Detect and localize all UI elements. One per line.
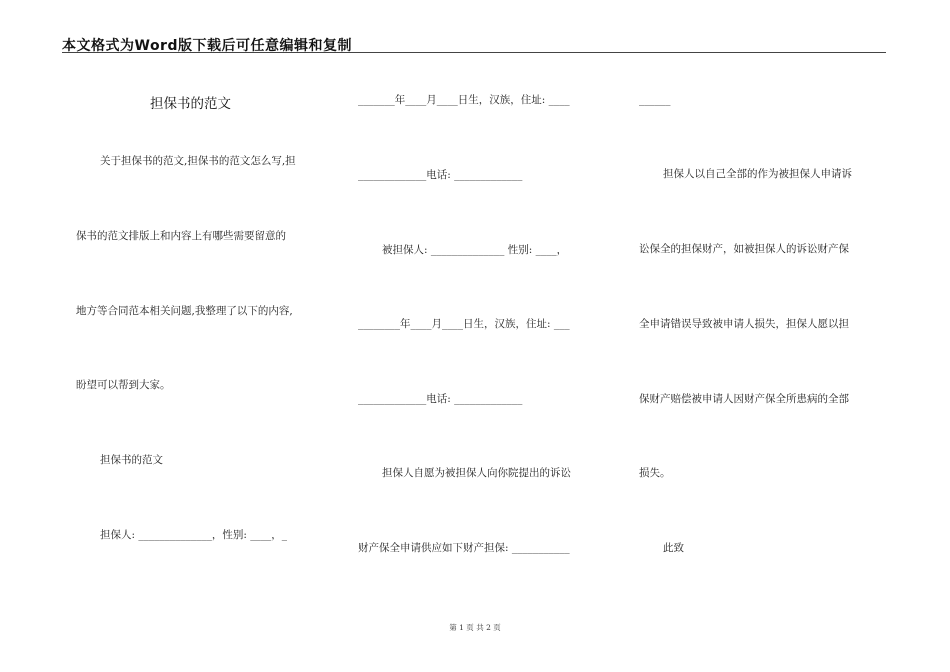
col2-line-3: 被担保人: ______________ 性别: ____， [382, 244, 568, 256]
col1-section-heading: 担保书的范文 [100, 454, 163, 466]
col1-line-guarantor: 担保人: ______________，性别: ____，_ [100, 529, 288, 541]
document-title: 担保书的范文 [150, 96, 231, 112]
col3-line-5: 保财产赔偿被申请人因财产保全所患病的全部 [639, 393, 849, 405]
page-number: 第 1 页 共 2 页 [449, 623, 501, 632]
col1-line-3: 地方等合同范本相关问题,我整理了以下的内容, [76, 305, 293, 317]
col2-line-7: 财产保全申请供应如下财产担保: ___________ [358, 542, 570, 554]
col3-line-4: 全申请错误导致被申请人损失，担保人愿以担 [639, 318, 849, 330]
col1-line-1: 关于担保书的范文,担保书的范文怎么写,担 [100, 155, 296, 167]
document-header: 本文格式为Word版下载后可任意编辑和复制 [62, 38, 352, 54]
col3-line-3: 讼保全的担保财产，如被担保人的诉讼财产保 [639, 243, 849, 255]
col2-line-5: _____________电话: _____________ [358, 393, 523, 405]
col1-line-4: 盼望可以帮到大家。 [76, 379, 171, 391]
col2-line-1: _______年____月____日生，汉族，住址: ____ [358, 94, 570, 106]
col2-line-2: _____________电话: _____________ [358, 169, 523, 181]
col3-line-6: 损失。 [639, 467, 671, 479]
col3-line-1: ______ [639, 94, 671, 106]
col2-line-4: ________年____月____日生，汉族，住址: ___ [358, 318, 570, 330]
col3-line-2: 担保人以自己全部的作为被担保人申请诉 [663, 168, 852, 180]
col3-line-7: 此致 [663, 542, 684, 554]
col1-line-2: 保书的范文排版上和内容上有哪些需要留意的 [76, 230, 286, 242]
header-divider [62, 52, 886, 53]
col2-line-6: 担保人自愿为被担保人向你院提出的诉讼 [382, 467, 571, 479]
